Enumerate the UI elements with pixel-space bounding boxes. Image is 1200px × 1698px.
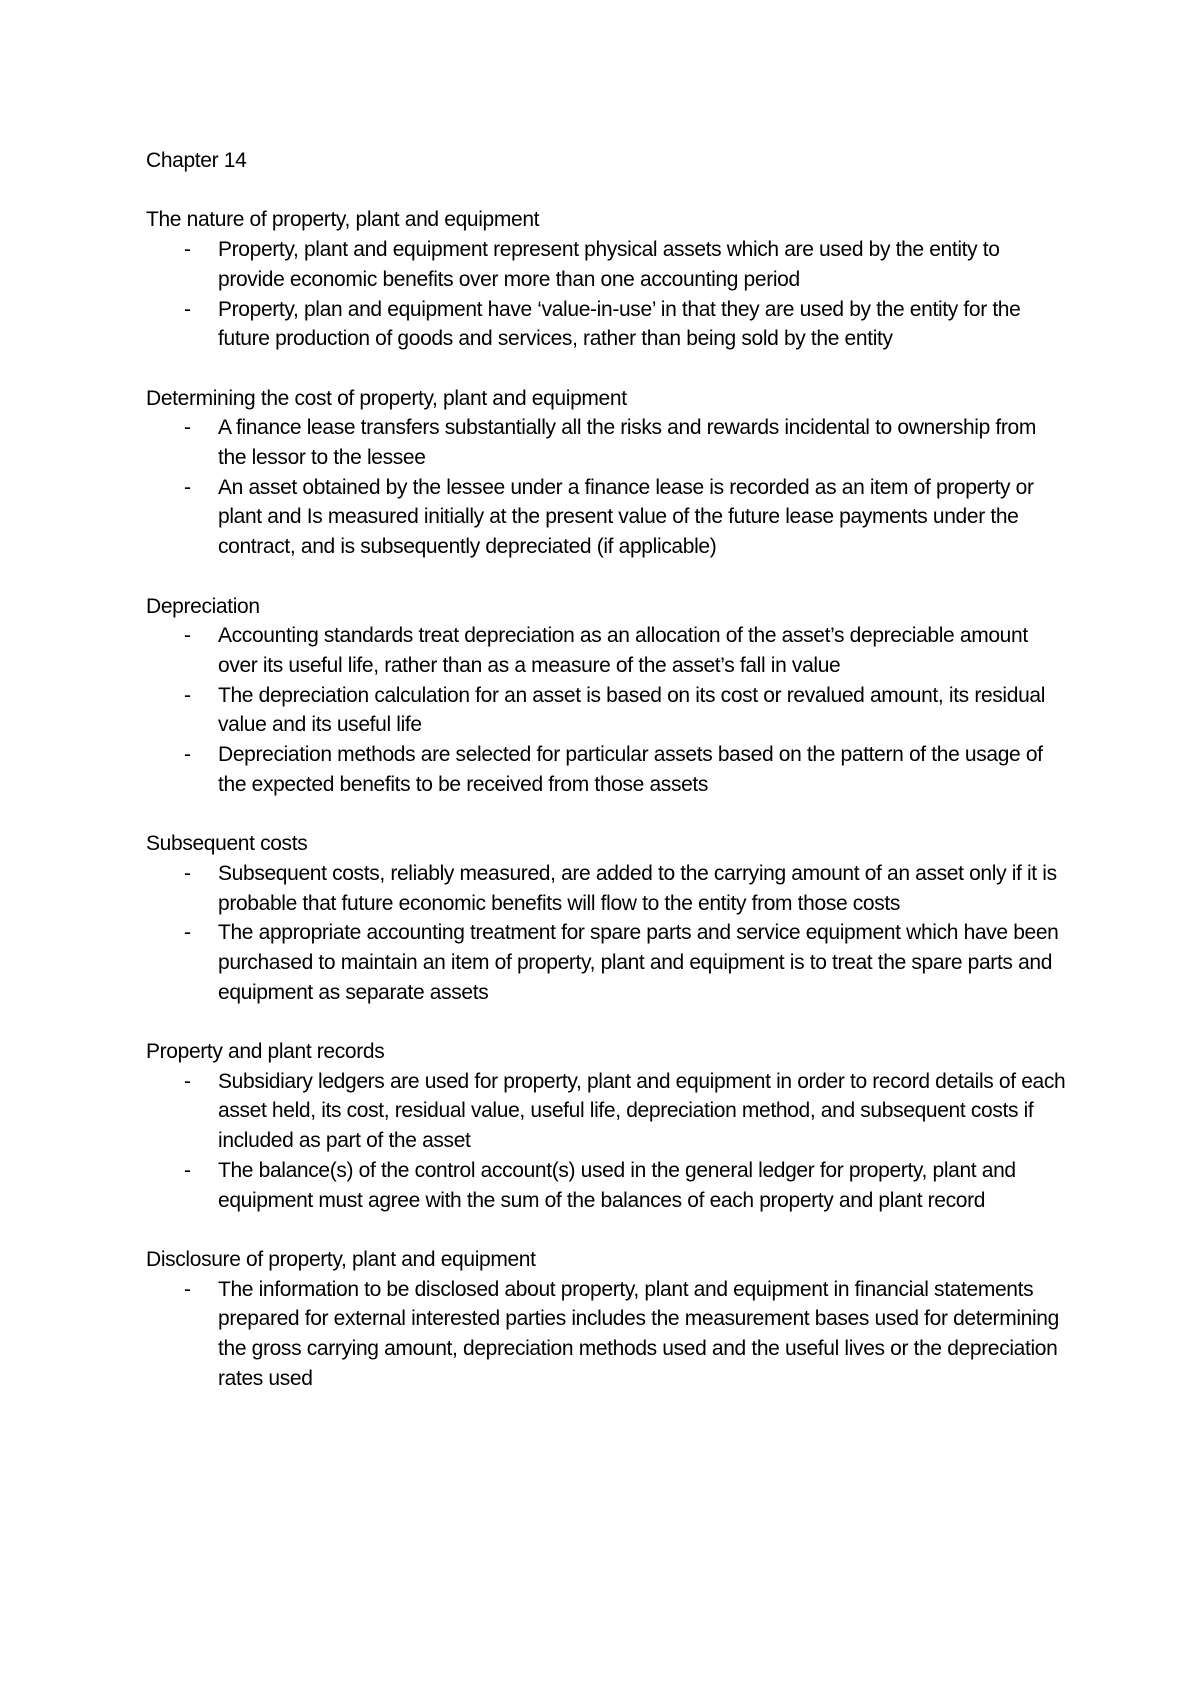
- dash-bullet-icon: -: [184, 238, 191, 262]
- section-heading: Determining the cost of property, plant and equipment: [146, 386, 627, 410]
- bullet-item: [146, 681, 1066, 740]
- bullet-item: [146, 1067, 1066, 1156]
- dash-bullet-icon: -: [184, 475, 191, 499]
- bullet-item: [146, 859, 1066, 918]
- document-page: [146, 146, 1066, 1423]
- dash-bullet-icon: -: [184, 683, 191, 707]
- bullet-text: The balance(s) of the control account(s) used in the general ledger for property, plant and equipment must agree with the sum of the balances of each property and plant record: [218, 1158, 1016, 1212]
- bullet-item: [146, 413, 1066, 472]
- document-title: Chapter 14: [146, 149, 247, 172]
- bullet-text: The appropriate accounting treatment for spare parts and service equipment which have been purchased to maintain an item of property, plant and equipment is to treat the spare parts and equipment as separate assets: [218, 921, 1059, 1004]
- bullet-item: [146, 1275, 1066, 1394]
- section-heading: Disclosure of property, plant and equipment: [146, 1247, 536, 1271]
- dash-bullet-icon: -: [184, 624, 191, 648]
- section-heading: Depreciation: [146, 594, 260, 618]
- bullet-item: [146, 740, 1066, 799]
- bullet-text: Subsequent costs, reliably measured, are added to the carrying amount of an asset only if it is probable that future economic benefits will flow to the entity from those costs: [218, 861, 1057, 915]
- dash-bullet-icon: -: [184, 1069, 191, 1093]
- bullet-list: [146, 859, 1066, 1008]
- bullet-text: Accounting standards treat depreciation as an allocation of the asset’s depreciable amount over its useful life, rather than as a measure of the asset’s fall in value: [218, 624, 1028, 677]
- bullet-list: [146, 235, 1066, 354]
- bullet-item: [146, 621, 1066, 680]
- bullet-item: [146, 918, 1066, 1007]
- bullet-item: [146, 295, 1066, 354]
- bullet-item: [146, 235, 1066, 294]
- bullet-item: [146, 1156, 1066, 1215]
- bullet-text: A finance lease transfers substantially all the risks and rewards incidental to ownership from the lessor to the lessee: [218, 416, 1037, 469]
- section-heading: Subsequent costs: [146, 832, 308, 856]
- section-heading: Property and plant records: [146, 1040, 385, 1064]
- bullet-text: The depreciation calculation for an asset is based on its cost or revalued amount, its residual value and its useful life: [218, 683, 1046, 737]
- bullet-item: [146, 473, 1066, 562]
- section-subsequent-costs: [146, 829, 1066, 1007]
- section-depreciation: [146, 592, 1066, 800]
- bullet-text: Property, plant and equipment represent physical assets which are used by the entity to provide economic benefits over more than one accounting period: [218, 238, 1000, 291]
- section-determining-cost: [146, 384, 1066, 562]
- bullet-text: Subsidiary ledgers are used for property, plant and equipment in order to record details of each asset held, its cost, residual value, useful life, depreciation method, and subsequent costs if included as part of the asset: [218, 1069, 1066, 1153]
- bullet-text: An asset obtained by the lessee under a finance lease is recorded as an item of property or plant and Is measured initially at the present value of the future lease payments under the contract, and is subsequently depreciated (if applicable): [218, 475, 1034, 559]
- dash-bullet-icon: -: [184, 297, 191, 321]
- dash-bullet-icon: -: [184, 743, 191, 767]
- bullet-text: Property, plan and equipment have ‘value-in-use’ in that they are used by the entity for the future production of goods and services, rather than being sold by the entity: [218, 297, 1021, 351]
- section-heading: The nature of property, plant and equipment: [146, 208, 540, 232]
- section-disclosure: [146, 1245, 1066, 1394]
- bullet-list: [146, 621, 1066, 799]
- dash-bullet-icon: -: [184, 1158, 191, 1182]
- dash-bullet-icon: -: [184, 861, 191, 885]
- bullet-text: Depreciation methods are selected for particular assets based on the pattern of the usage of the expected benefits to be received from those assets: [218, 743, 1043, 796]
- dash-bullet-icon: -: [184, 416, 191, 440]
- dash-bullet-icon: -: [184, 1277, 191, 1301]
- bullet-list: [146, 413, 1066, 562]
- bullet-text: The information to be disclosed about property, plant and equipment in financial statements prepared for external interested parties includes the measurement bases used for determining the gross carrying amount, depreciation methods used and the useful lives or the depreciation rates used: [218, 1277, 1059, 1390]
- section-property-plant-records: [146, 1037, 1066, 1215]
- section-nature: [146, 205, 1066, 354]
- dash-bullet-icon: -: [184, 921, 191, 945]
- bullet-list: [146, 1067, 1066, 1216]
- bullet-list: [146, 1275, 1066, 1394]
